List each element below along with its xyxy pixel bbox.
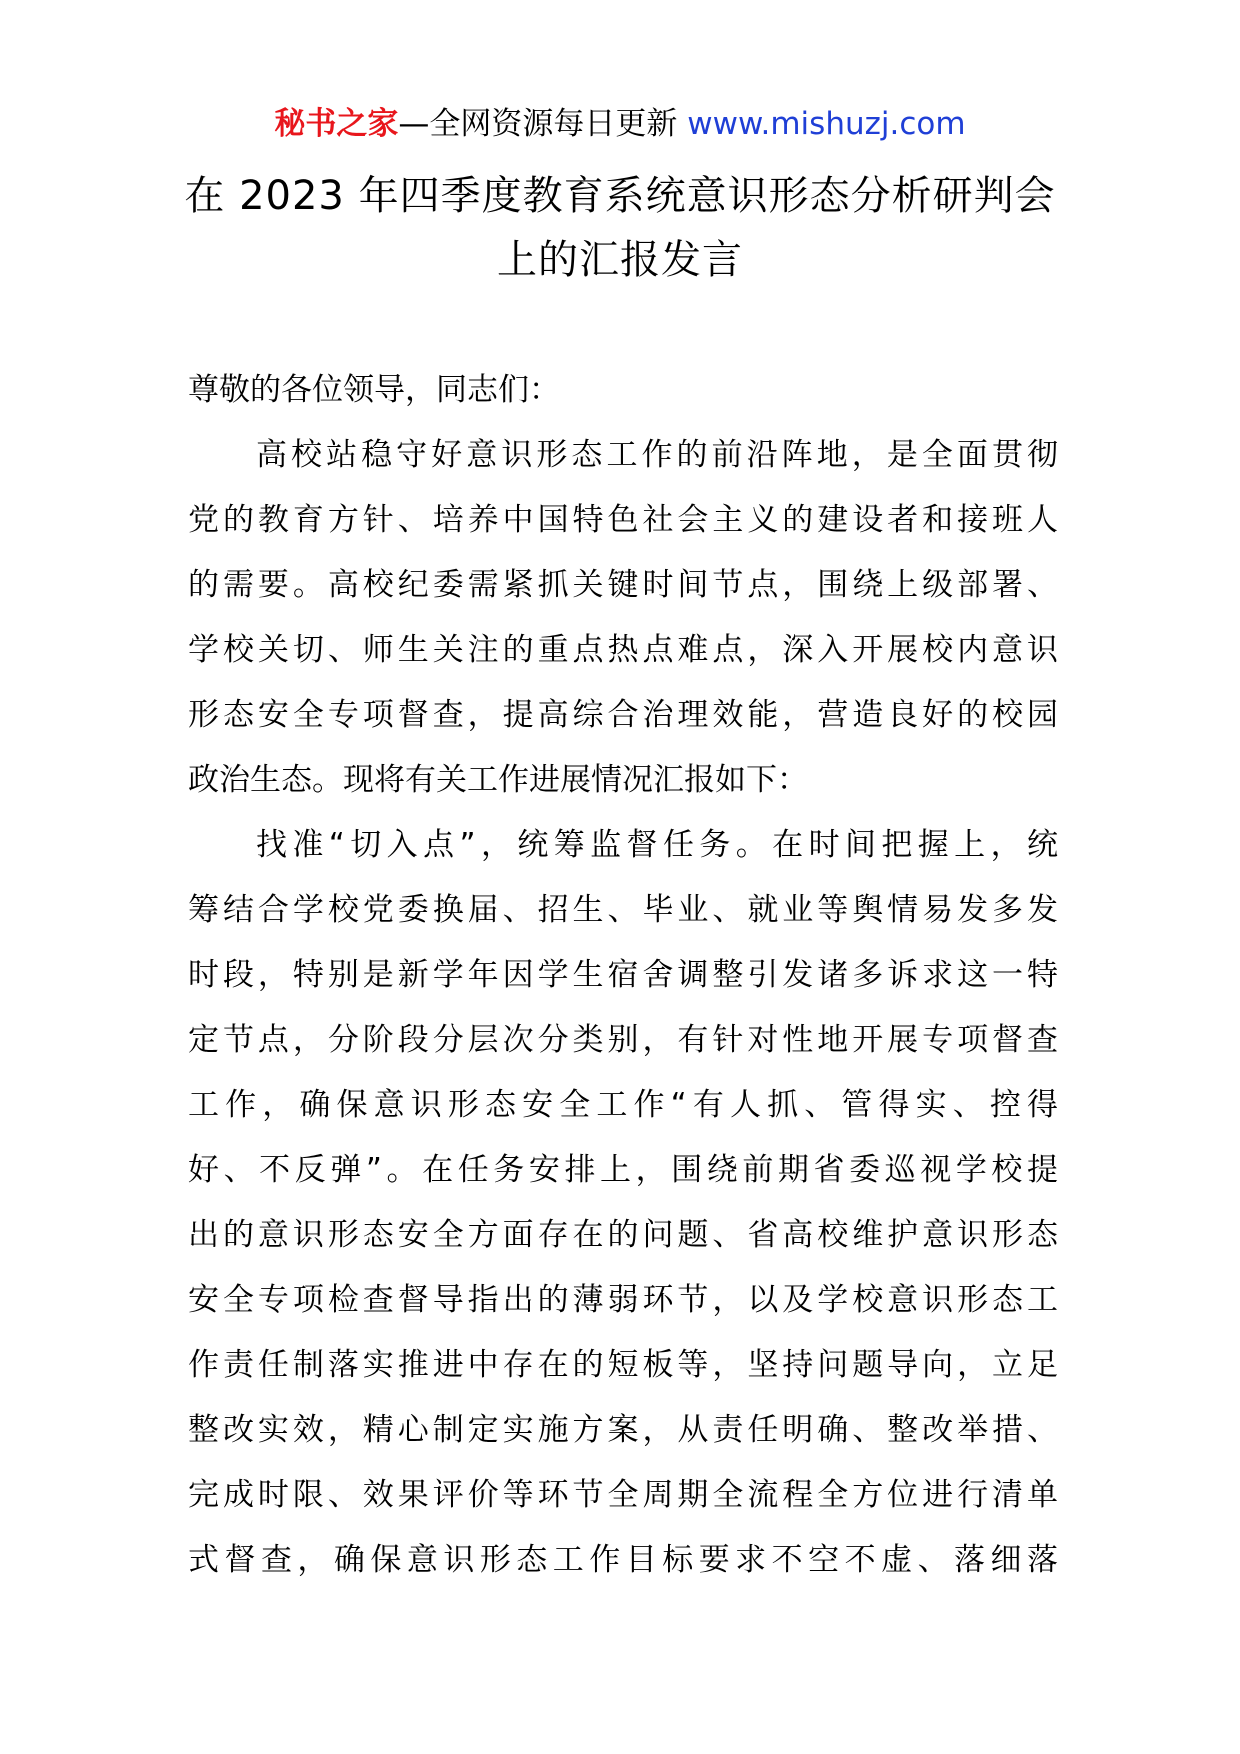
document-body [188,358,1058,1593]
text-line: 完成时限、效果评价等环节全周期全流程全方位进行清单 [188,1477,1058,1513]
text-line: 整改实效，精心制定实施方案，从责任明确、整改举措、 [188,1412,1058,1448]
banner-slogan: —全网资源每日更新 [398,106,678,142]
site-banner [0,100,1240,148]
text-line: 安全专项检查督导指出的薄弱环节，以及学校意识形态工 [188,1282,1058,1318]
text-line: 作责任制落实推进中存在的短板等，坚持问题导向，立足 [188,1347,1058,1383]
salutation: 尊敬的各位领导，同志们： [188,372,560,408]
text-line: 好、不反弹”。在任务安排上，围绕前期省委巡视学校提 [188,1152,1058,1188]
text-line: 筹结合学校党委换届、招生、毕业、就业等舆情易发多发 [188,892,1058,928]
text-line: 的需要。高校纪委需紧抓关键时间节点，围绕上级部署、 [188,567,1058,603]
text-line: 形态安全专项督查，提高综合治理效能，营造良好的校园 [188,697,1058,733]
text-line: 定节点，分阶段分层次分类别，有针对性地开展专项督查 [188,1022,1058,1058]
text-line: 工作，确保意识形态安全工作“有人抓、管得实、控得 [188,1087,1058,1123]
text-line: 政治生态。现将有关工作进展情况汇报如下： [188,762,808,798]
brand-name: 秘书之家 [274,106,399,142]
text-line: 学校关切、师生关注的重点热点难点，深入开展校内意识 [188,632,1058,668]
site-url-link[interactable]: www.mishuzj.com [687,106,966,142]
text-line: 时段，特别是新学年因学生宿舍调整引发诸多诉求这一特 [188,957,1058,993]
text-line: 式督查，确保意识形态工作目标要求不空不虚、落细落 [188,1542,1058,1578]
text-line: 出的意识形态安全方面存在的问题、省高校维护意识形态 [188,1217,1058,1253]
text-line: 找准“切入点”，统筹监督任务。在时间把握上，统 [256,827,1058,863]
title-line-1: 在 2023 年四季度教育系统意识形态分析研判会 [184,173,1056,219]
text-line: 高校站稳守好意识形态工作的前沿阵地，是全面贯彻 [256,437,1058,473]
document-title [150,164,1090,292]
text-line: 党的教育方针、培养中国特色社会主义的建设者和接班人 [188,502,1058,538]
title-line-2: 上的汇报发言 [497,237,743,283]
